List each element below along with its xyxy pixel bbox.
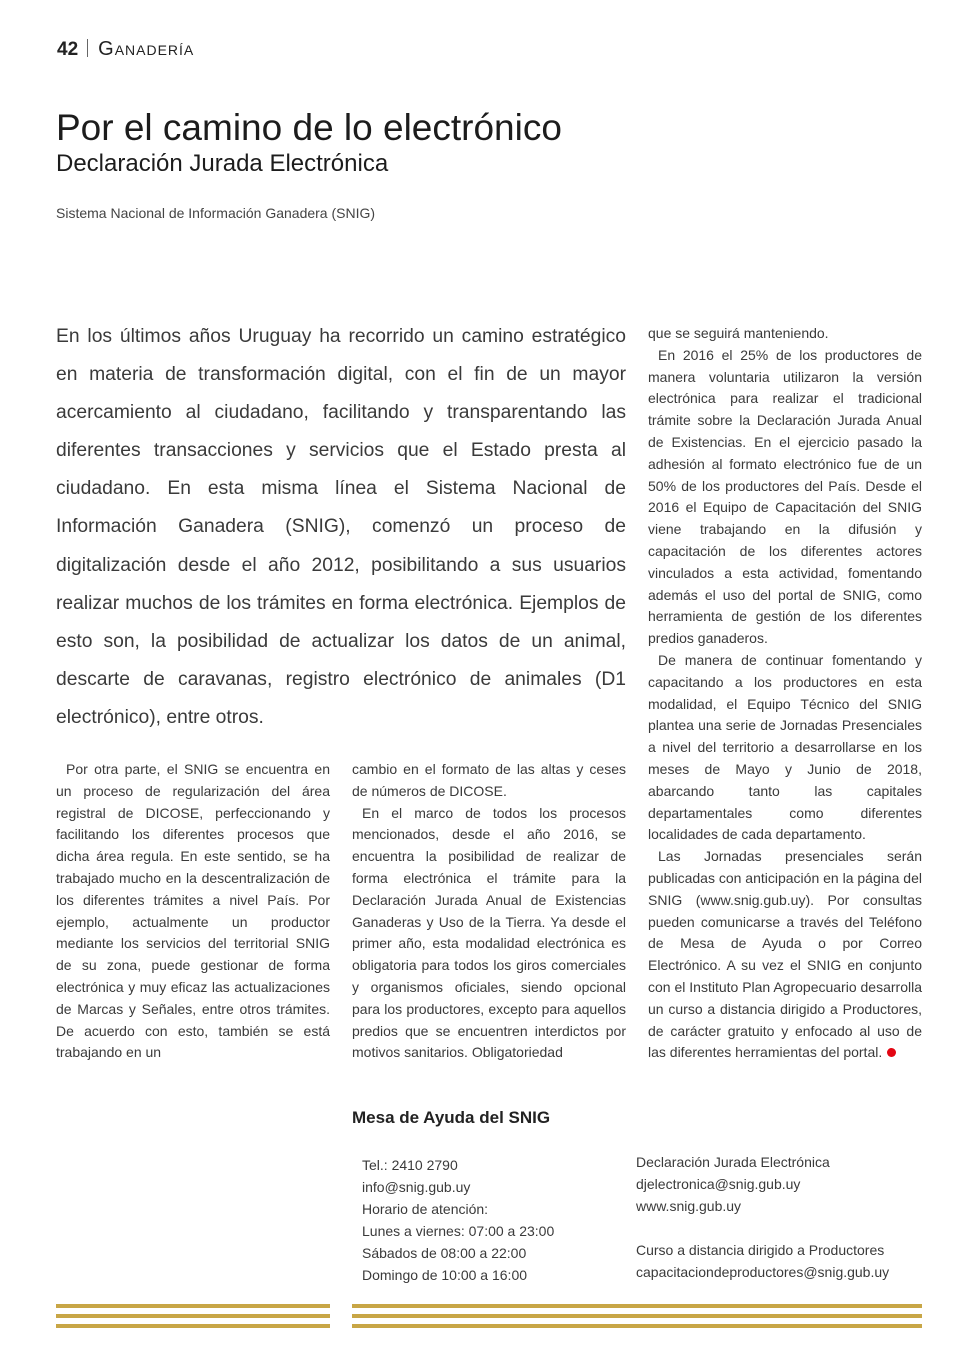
body-paragraph-final <box>648 846 922 1064</box>
djelectronica-label: Declaración Jurada Electrónica <box>636 1154 830 1170</box>
body-column-2 <box>352 759 626 1064</box>
hours-sunday: Domingo de 10:00 a 16:00 <box>362 1267 528 1283</box>
help-desk-title: Mesa de Ayuda del SNIG <box>352 1108 551 1127</box>
body-paragraph: Por otra parte, el SNIG se encuentra en un proceso de regularización del área registral de DICOSE, perfeccionando y facilitando los diferentes procesos que dicha área regula. En este sentido, se ha trabajado mucho en la descentralización de los diferentes trámites a nivel País. Por ejemplo, actualmente un productor mediante los servicios del territorial SNIG de su zona, puede gestionar de forma electrónica y muy eficaz las actualizaciones de Marcas y Señales, entre otros trámites. De acuerdo con esto, también se está trabajando en un <box>56 761 330 1061</box>
gold-rule <box>56 1304 330 1308</box>
article-author: Sistema Nacional de Información Ganadera (SNIG) <box>56 205 376 221</box>
djelectronica-email: djelectronica@snig.gub.uy <box>636 1176 801 1192</box>
help-desk-links-list <box>636 1151 889 1283</box>
section-name: Ganadería <box>98 38 195 60</box>
gold-rule <box>352 1304 922 1308</box>
contact-email: info@snig.gub.uy <box>362 1179 471 1195</box>
gold-rule <box>352 1314 922 1318</box>
decorative-rules-right <box>352 1304 922 1328</box>
body-paragraph: que se seguirá manteniendo. <box>648 325 829 341</box>
article-title: Por el camino de lo electrónico <box>56 107 562 148</box>
article-subtitle: Declaración Jurada Electrónica <box>56 150 389 177</box>
gold-rule <box>352 1324 922 1328</box>
lead-paragraph: En los últimos años Uruguay ha recorrido un camino estratégico en materia de transformación digital, con el fin de un mayor acercamiento al ciudadano, facilitando y transparentando las diferentes transacciones y servicios que el Estado presta al ciudadano. En esta misma línea el Sistema Nacional de Información Ganadera (SNIG), comenzó un proceso de digitalización desde el año 2012, posibilitando a sus usuarios realizar muchos de los trámites en forma electrónica. Ejemplos de esto son, la posibilidad de actualizar los datos de un animal, descarte de caravanas, registro electrónico de animales (D1 electrónico), entre otros. <box>56 326 626 728</box>
help-desk-contact-list <box>362 1154 554 1286</box>
page-header <box>57 38 194 61</box>
decorative-rules-left <box>56 1304 330 1328</box>
course-email: capacitaciondeproductores@snig.gub.uy <box>636 1264 890 1280</box>
gold-rule <box>56 1324 330 1328</box>
header-divider <box>87 39 88 57</box>
body-column-1 <box>56 759 330 1064</box>
hours-weekdays: Lunes a viernes: 07:00 a 23:00 <box>362 1223 555 1239</box>
end-of-article-mark <box>887 1048 896 1057</box>
contact-phone: Tel.: 2410 2790 <box>362 1157 458 1173</box>
gold-rule <box>56 1314 330 1318</box>
snig-website: www.snig.gub.uy <box>636 1198 742 1214</box>
page-number: 42 <box>57 39 79 60</box>
spacer <box>636 1217 889 1239</box>
body-paragraph: cambio en el formato de las altas y ceses de números de DICOSE. <box>352 761 626 799</box>
body-column-3 <box>648 323 922 1064</box>
hours-label: Horario de atención: <box>362 1201 489 1217</box>
body-text: Las Jornadas presenciales serán publicadas con anticipación en la página del SNIG (www.snig.gub.uy). Por consultas pueden comunicarse a través del Teléfono de Mesa de Ayuda o por Correo Electrónico. A su vez el SNIG en conjunto con el Instituto Plan Agropecuario desarrolla un curso a distancia dirigido a Productores, de carácter gratuito y enfocado al uso de las diferentes herramientas del portal. <box>648 848 922 1061</box>
course-label: Curso a distancia dirigido a Productores <box>636 1242 885 1258</box>
body-paragraph: En el marco de todos los procesos mencionados, desde el año 2016, se encuentra la posibilidad de realizar de forma electrónica el trámite para la Declaración Jurada Anual de Existencias Ganaderas y Uso de la Tierra. Ya desde el primer año, esta modalidad electrónica es obligatoria para todos los giros comerciales y organismos oficiales, siendo opcional para los productores, excepto para aquellos predios que se encuentren interdictos por motivos sanitarios. Obligatoriedad <box>352 804 626 1061</box>
body-paragraph: En 2016 el 25% de los productores de manera voluntaria utilizaron la versión electrónica para realizar el tradicional trámite sobre la Declaración Jurada Anual de Existencias. En el ejercicio pasado la adhesión al formato electrónico fue de un 50% de los productores del País. Desde el 2016 el Equipo de Capacitación del SNIG viene trabajando en la difusión y capacitación de los diferentes actores vinculados a esta actividad, fomentando además el uso del portal de SNIG, como herramienta de gestión de los diferentes predios ganaderos. <box>648 346 922 647</box>
body-paragraph: De manera de continuar fomentando y capacitando a los productores en esta modalidad, el Equipo Técnico del SNIG plantea una serie de Jornadas Presenciales a nivel del territorio a desarrollarse en los meses de Mayo y Junio de 2018, abarcando tanto las capitales departamentales como diferentes localidades de cada departamento. <box>648 651 922 843</box>
hours-saturday: Sábados de 08:00 a 22:00 <box>362 1245 527 1261</box>
